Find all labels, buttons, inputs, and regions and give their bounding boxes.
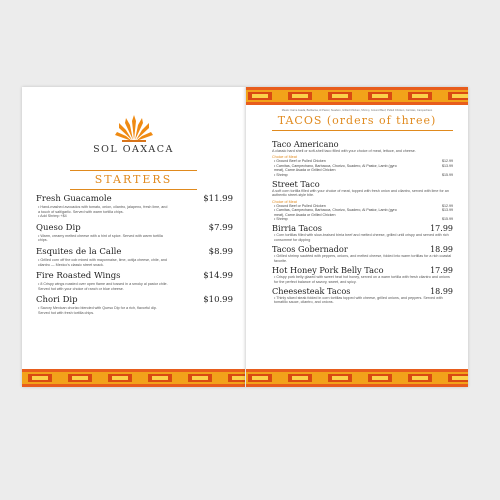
item-description	[36, 205, 233, 219]
brand-name: SOL OAXACA	[93, 144, 174, 155]
option-name: • Ground Beef or Pulled Chicken	[274, 204, 326, 208]
option-price: $12.99	[442, 203, 453, 208]
menu-item	[36, 295, 233, 315]
menu-item	[36, 223, 233, 243]
item-description	[272, 296, 453, 305]
item-price: 17.99	[430, 224, 453, 234]
starters-list	[36, 194, 233, 320]
item-price: $8.99	[208, 246, 233, 257]
option-row	[274, 164, 453, 173]
option-row	[274, 173, 453, 177]
item-description: A soft corn tortilla filled with your choice of meat, topped with fresh onion and cilantro, served with lime for an authentic street-style bite.	[272, 189, 449, 198]
item-price: $7.99	[208, 222, 233, 233]
option-price: $15.99	[442, 217, 453, 222]
option-name: • Carnitas, Campechano, Barbacoa, Chorizo, Suadero, Al Pastor, Lamb (gyro meat), Carne Asada or Grilled Chicken	[274, 164, 404, 173]
aztec-pattern	[22, 369, 245, 387]
menu-item	[272, 179, 453, 221]
item-desc-line: • 8 Crispy wings roasted over open flame and tossed in a smoky al pastor chile. Served hot with your choice of ranch or blue cheese.	[38, 282, 168, 291]
choice-label: Choice of Meat	[272, 199, 297, 204]
item-name: Esquites de la Calle	[36, 246, 122, 257]
item-desc-line: • Grilled corn off the cob mixed with mayonnaise, lime, cotija cheese, chile, and cilantro — Mexico's classic street snack.	[38, 258, 168, 267]
aztec-pattern	[246, 369, 468, 387]
item-name: Birria Tacos	[272, 223, 322, 234]
option-price: $13.99	[442, 208, 453, 213]
option-price: $12.99	[442, 159, 453, 164]
brand-logo	[22, 113, 245, 155]
choice-label: Choice of Meat	[272, 155, 297, 160]
tacos-rule	[272, 130, 453, 131]
item-price: 17.99	[430, 266, 453, 276]
item-description	[272, 275, 453, 284]
option-row	[274, 217, 453, 221]
item-description	[272, 254, 453, 263]
menu-item	[36, 194, 233, 219]
item-description	[36, 282, 233, 291]
item-desc-line: • Corn tortillas filled with slow-braised birria beef and melted cheese, grilled until crispy and served with rich consommé for dipping	[274, 233, 453, 242]
menu-item	[272, 244, 453, 263]
item-price: $14.99	[203, 271, 233, 282]
item-description	[36, 306, 233, 315]
item-price: $11.99	[203, 194, 233, 204]
menu-item	[272, 139, 453, 177]
option-name: • Shrimp	[274, 173, 288, 177]
item-name: Fresh Guacamole	[36, 194, 112, 204]
meat-options	[272, 159, 453, 177]
agave-icon	[114, 113, 154, 143]
item-desc-line: • Warm, creamy melted cheese with a hint of spice. Served with warm tortilla chips.	[38, 234, 168, 243]
item-price: $10.99	[203, 295, 233, 306]
option-price: $13.99	[442, 163, 453, 168]
top-pattern-band	[246, 87, 468, 105]
item-description	[36, 258, 233, 267]
item-name: Fire Roasted Wings	[36, 271, 121, 282]
option-name: • Carnitas, Campechano, Barbacoa, Chorizo, Suadero, Al Pastor, Lamb (gyro meat), Carne Asada or Grilled Chicken	[274, 208, 404, 217]
item-desc-line: • Hand-mashed avocados with tomato, onion, cilantro, jalapeno, fresh lime, and a touch of salt/garlic. Served with warm tortilla chips.	[38, 205, 168, 214]
item-desc-line: • Add Shrimp +$4	[38, 214, 168, 219]
bottom-pattern-band	[246, 369, 468, 387]
option-price: $15.99	[442, 172, 453, 177]
item-description	[272, 233, 453, 242]
option-name: • Shrimp	[274, 217, 288, 221]
section-rule-bottom	[70, 189, 197, 190]
item-name: Chori Dip	[36, 295, 78, 306]
item-name: Queso Dip	[36, 222, 81, 233]
aztec-pattern	[246, 87, 468, 105]
left-menu-page	[22, 87, 245, 387]
item-desc-line: • Grilled shrimp sautéed with peppers, onions, and melted cheese, folded into warm tortillas for a rich coastal favorite.	[274, 254, 453, 263]
item-description	[36, 234, 233, 243]
section-rule-top	[70, 170, 197, 171]
right-menu-page	[245, 87, 468, 387]
tacos-list	[272, 139, 453, 307]
tacos-title: TACOS (orders of three)	[277, 114, 437, 127]
bottom-pattern-band	[22, 369, 245, 387]
menu-item	[36, 247, 233, 267]
menu-item	[36, 271, 233, 291]
option-name: • Ground Beef or Pulled Chicken	[274, 159, 326, 163]
menu-item	[272, 265, 453, 284]
option-row	[274, 208, 453, 217]
item-name: Street Taco	[272, 179, 320, 190]
meats-header	[246, 109, 468, 112]
meats-list: Meats: Carne Asada, Barbacoa, Al Pastor, Suadero, Grilled Chicken, Shrimp, Ground Beef, Pulled Chicken, Carnitas, Campechano	[281, 109, 433, 112]
item-name: Hot Honey Pork Belly Taco	[272, 265, 384, 276]
item-price: 18.99	[430, 286, 453, 296]
menu-item	[272, 286, 453, 305]
item-price: 18.99	[430, 245, 453, 255]
item-name: Taco Americano	[272, 139, 339, 149]
item-desc-line: • Crispy pork belly glazed with sweet heat hot honey, served on a warm tortilla with fresh cilantro and onions for the perfect balance of savory, sweet, and spicy.	[274, 275, 453, 284]
item-name: Cheesesteak Tacos	[272, 285, 351, 296]
menu-item	[272, 223, 453, 242]
item-desc-line: • Savory Mexican chorizo blended with Queso Dip for a rich, flavorful dip. Served hot with fresh tortilla chips.	[38, 306, 168, 315]
meat-options	[272, 204, 453, 222]
item-name: Tacos Gobernador	[272, 244, 348, 255]
item-description: A classic hard shell or soft-shell taco filled with your choice of meat, lettuce, and cheese.	[272, 149, 416, 153]
starters-title: STARTERS	[94, 173, 173, 186]
item-desc-line: • Thinly sliced steak folded in corn tortillas topped with cheese, grilled onions, and peppers. Served with tomatillo sauce, cilantro, and onions.	[274, 296, 453, 305]
